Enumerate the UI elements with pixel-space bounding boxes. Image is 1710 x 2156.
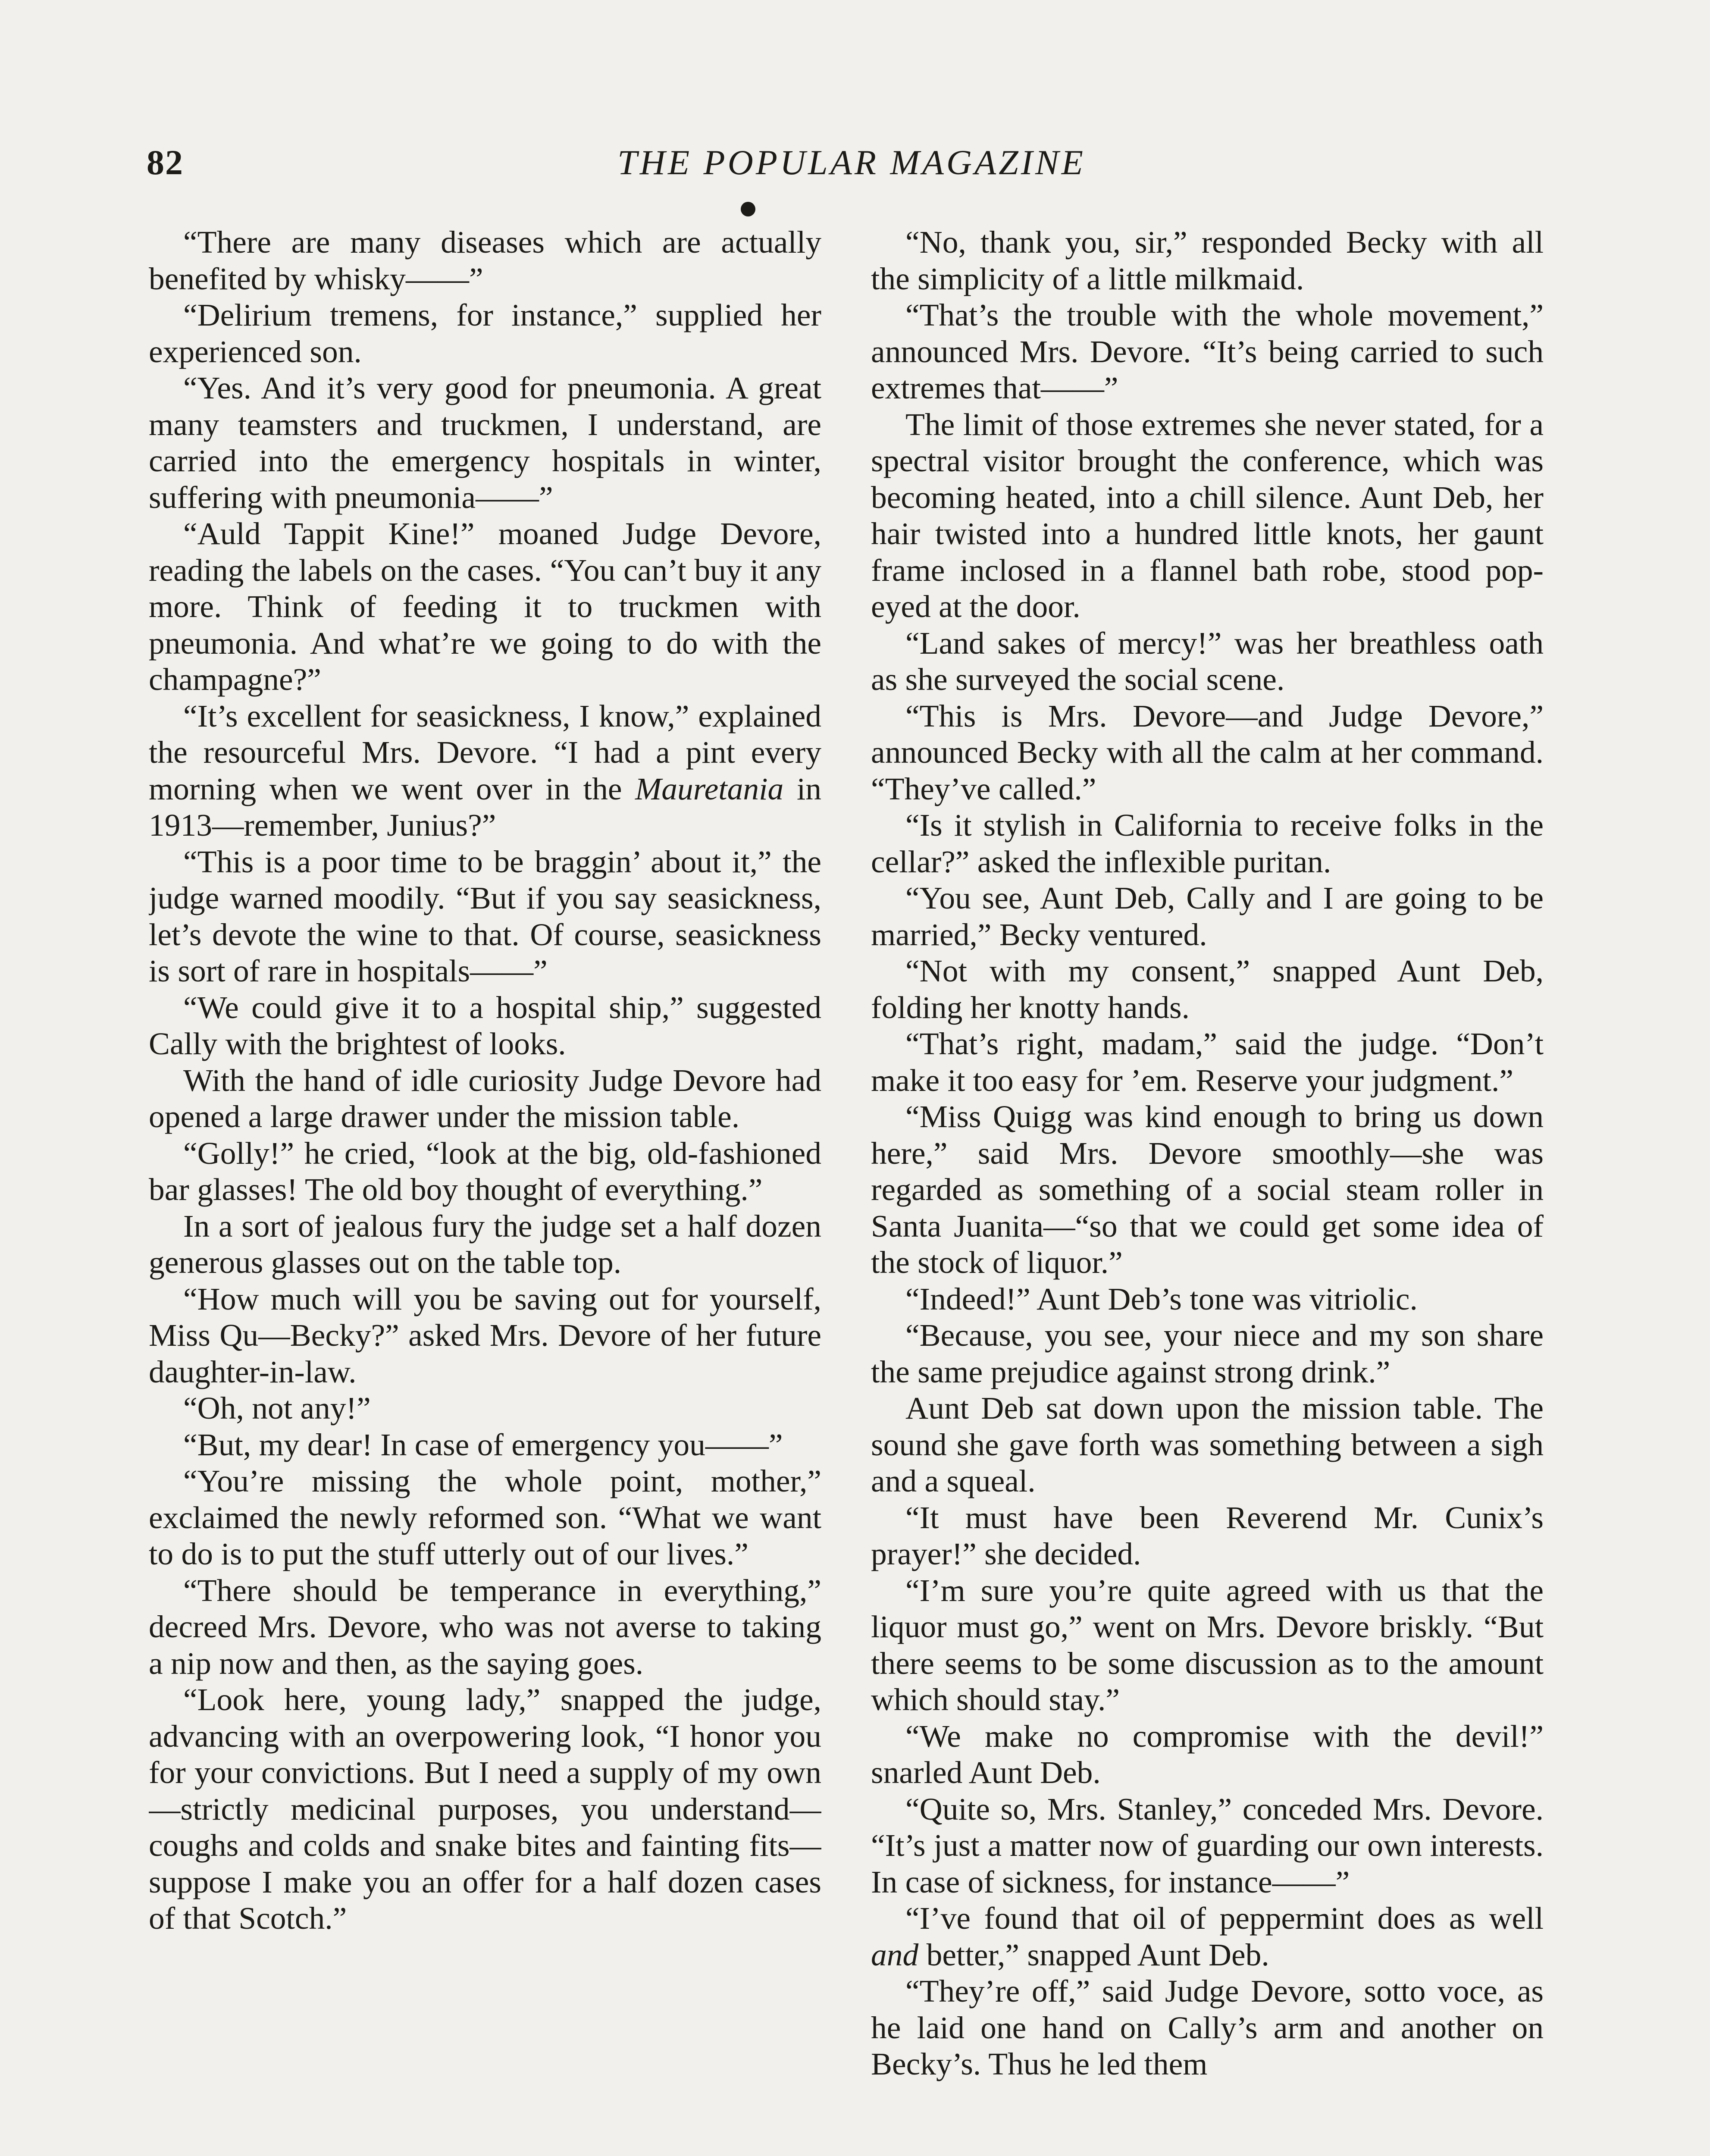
paragraph: Aunt Deb sat down upon the mission table. The sound she gave forth was something between a sigh and a squeal. bbox=[871, 1391, 1544, 1498]
paragraph: “Because, you see, your niece and my son share the same prejudice against strong drink.” bbox=[871, 1318, 1544, 1389]
paragraph: “How much will you be saving out for yourself, Miss Qu—Becky?” asked Mrs. Devore of her future daughter-in-law. bbox=[149, 1281, 821, 1389]
left-column bbox=[149, 224, 821, 2156]
emphasis: and bbox=[871, 1937, 919, 1972]
paragraph: “It must have been Reverend Mr. Cunix’s prayer!” she decided. bbox=[871, 1500, 1544, 1571]
paragraph: In a sort of jealous fury the judge set a half dozen generous glasses out on the table top. bbox=[149, 1208, 821, 1280]
paragraph: “They’re off,” said Judge Devore, sotto voce, as he laid one hand on Cally’s arm and another on Becky’s. Thus he led them bbox=[871, 1974, 1544, 2081]
paragraph: “That’s right, madam,” said the judge. “Don’t make it too easy for ’em. Reserve your judgment.” bbox=[871, 1026, 1544, 1098]
ornament-dot-icon bbox=[741, 202, 755, 216]
paragraph: “Not with my consent,” snapped Aunt Deb, folding her knotty hands. bbox=[871, 953, 1544, 1025]
page-header bbox=[147, 142, 1557, 194]
paragraph: “This is a poor time to be braggin’ about it,” the judge warned moodily. “But if you say seasickness, let’s devote the wine to that. Of course, seasickness is sort of rare in hospitals——” bbox=[149, 844, 821, 988]
paragraph: “We could give it to a hospital ship,” suggested Cally with the brightest of looks. bbox=[149, 990, 821, 1061]
paragraph: “Yes. And it’s very good for pneumonia. A great many teamsters and truckmen, I understand, are carried into the emergency hospitals in winter, suffering with pneumonia——” bbox=[149, 370, 821, 515]
paragraph: “It’s excellent for seasickness, I know,” explained the resourceful Mrs. Devore. “I had a pint every morning when we went over in the Mauretania in 1913—remember, Junius?” bbox=[149, 698, 821, 843]
paragraph: “Auld Tappit Kine!” moaned Judge Devore, reading the labels on the cases. “You can’t buy it any more. Think of feeding it to truckmen with pneumonia. And what’re we going to do with the champagne?” bbox=[149, 516, 821, 697]
emphasis: Mauretania bbox=[635, 771, 784, 806]
paragraph: “Golly!” he cried, “look at the big, old-fashioned bar glasses! The old boy thought of everything.” bbox=[149, 1135, 821, 1207]
paragraph: “You’re missing the whole point, mother,” exclaimed the newly reformed son. “What we want to do is to put the stuff utterly out of our lives.” bbox=[149, 1463, 821, 1571]
paragraph: The limit of those extremes she never stated, for a spectral visitor brought the conference, which was becoming heated, into a chill silence. Aunt Deb, her hair twisted into a hundred little knots, her gaunt frame inclosed in a flannel bath robe, stood pop-eyed at the door. bbox=[871, 407, 1544, 624]
paragraph: “Land sakes of mercy!” was her breathless oath as she surveyed the social scene. bbox=[871, 625, 1544, 697]
paragraph: “No, thank you, sir,” responded Becky with all the simplicity of a little milkmaid. bbox=[871, 225, 1544, 296]
paragraph: “Delirium tremens, for instance,” supplied her experienced son. bbox=[149, 298, 821, 369]
paragraph: “I’m sure you’re quite agreed with us that the liquor must go,” went on Mrs. Devore briskly. “But there seems to be some discussion as to the amount which should stay.” bbox=[871, 1573, 1544, 1717]
right-column bbox=[871, 224, 1544, 2156]
paragraph: “Quite so, Mrs. Stanley,” conceded Mrs. Devore. “It’s just a matter now of guarding our own interests. In case of sickness, for instance——” bbox=[871, 1791, 1544, 1899]
paragraph: “There are many diseases which are actually benefited by whisky——” bbox=[149, 225, 821, 296]
paragraph: “Miss Quigg was kind enough to bring us down here,” said Mrs. Devore smoothly—she was regarded as something of a social steam roller in Santa Juanita—“so that we could get some idea of the stock of liquor.” bbox=[871, 1099, 1544, 1280]
paragraph: “Is it stylish in California to receive folks in the cellar?” asked the inflexible puritan. bbox=[871, 808, 1544, 879]
paragraph: “Oh, not any!” bbox=[183, 1391, 371, 1426]
magazine-title: THE POPULAR MAGAZINE bbox=[617, 143, 1086, 182]
paragraph: “This is Mrs. Devore—and Judge Devore,” announced Becky with all the calm at her command. “They’ve called.” bbox=[871, 698, 1544, 806]
paragraph: “I’ve found that oil of peppermint does as well and better,” snapped Aunt Deb. bbox=[871, 1901, 1544, 1972]
page-number: 82 bbox=[147, 143, 184, 182]
paragraph: “But, my dear! In case of emergency you——” bbox=[183, 1427, 783, 1462]
paragraph: “We make no compromise with the devil!” snarled Aunt Deb. bbox=[871, 1718, 1544, 1790]
paragraph: With the hand of idle curiosity Judge Devore had opened a large drawer under the mission table. bbox=[149, 1062, 821, 1134]
paragraph: “Look here, young lady,” snapped the judge, advancing with an overpowering look, “I honor you for your convictions. But I need a supply of my own—strictly medicinal purposes, you understand—coughs and colds and snake bites and fainting fits—suppose I make you an offer for a half dozen cases of that Scotch.” bbox=[149, 1682, 821, 1936]
paragraph: “There should be temperance in everything,” decreed Mrs. Devore, who was not averse to taking a nip now and then, as the saying goes. bbox=[149, 1573, 821, 1681]
paragraph: “Indeed!” Aunt Deb’s tone was vitriolic. bbox=[905, 1281, 1418, 1316]
paragraph: “That’s the trouble with the whole movement,” announced Mrs. Devore. “It’s being carried to such extremes that——” bbox=[871, 298, 1544, 405]
paragraph: “You see, Aunt Deb, Cally and I are going to be married,” Becky ventured. bbox=[871, 881, 1544, 952]
